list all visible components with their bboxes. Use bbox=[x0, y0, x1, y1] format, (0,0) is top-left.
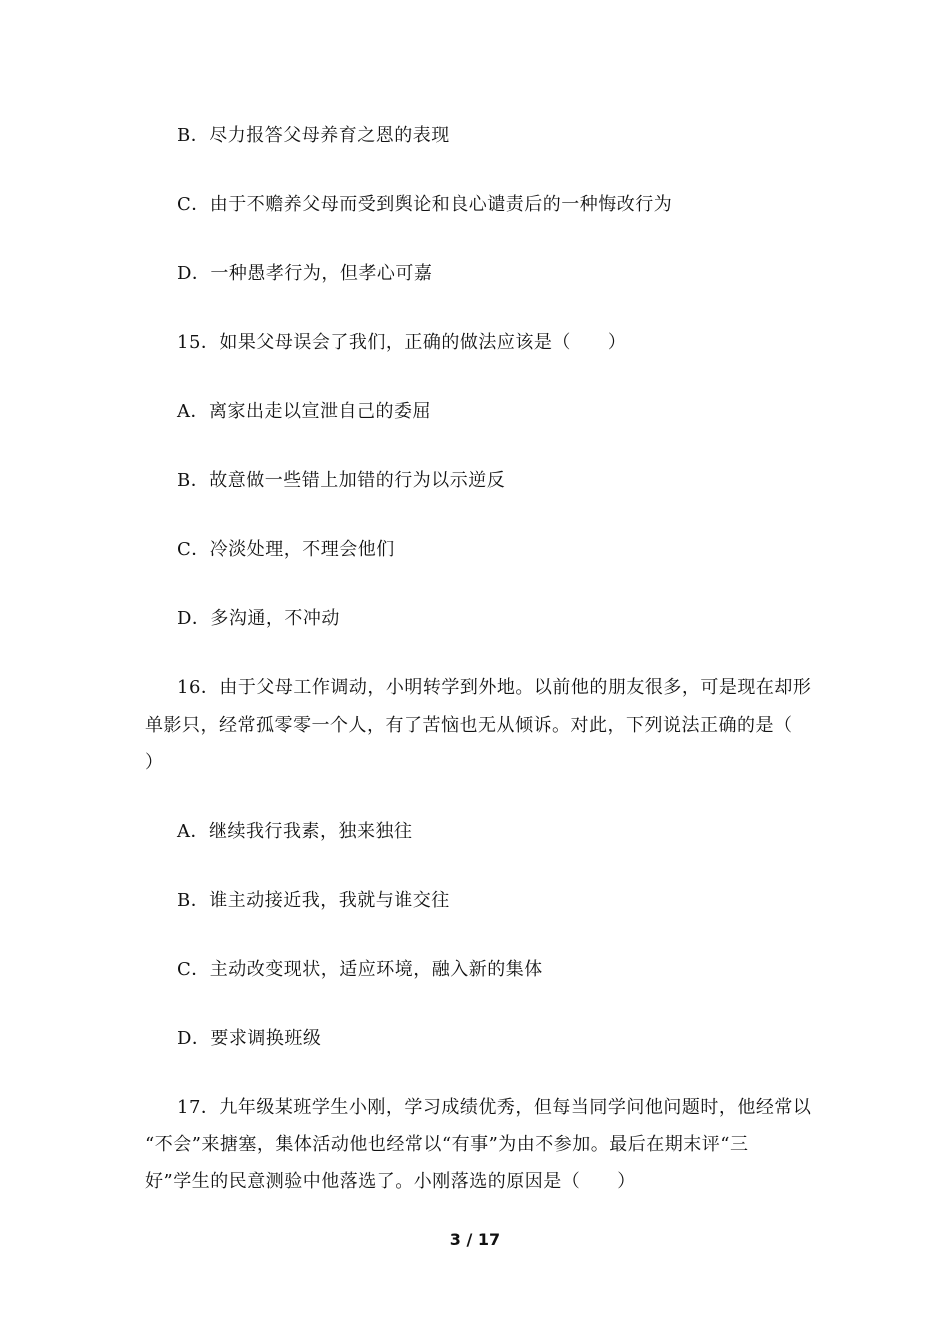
q14-option-b: B．尽力报答父母养育之恩的表现 bbox=[177, 125, 450, 146]
q16-option-a: A．继续我行我素，独来独往 bbox=[177, 821, 413, 842]
q15-option-b: B．故意做一些错上加错的行为以示逆反 bbox=[177, 470, 506, 491]
q16-option-b: B．谁主动接近我，我就与谁交往 bbox=[177, 890, 450, 911]
q15-option-d: D．多沟通，不冲动 bbox=[177, 608, 340, 629]
q15-stem: 15．如果父母误会了我们，正确的做法应该是（ ） bbox=[177, 332, 627, 353]
q17-stem-line-3: 好”学生的民意测验中他落选了。小刚落选的原因是（ ） bbox=[145, 1171, 636, 1192]
q16-stem-line-2: 单影只，经常孤零零一个人，有了苦恼也无从倾诉。对此，下列说法正确的是（ bbox=[145, 715, 793, 736]
q15-option-c: C．冷淡处理，不理会他们 bbox=[177, 539, 395, 560]
q16-stem-line-3: ） bbox=[145, 752, 164, 773]
q16-option-c: C．主动改变现状，适应环境，融入新的集体 bbox=[177, 959, 543, 980]
q17-stem-line-2: “不会”来搪塞，集体活动他也经常以“有事”为由不参加。最后在期末评“三 bbox=[145, 1134, 749, 1155]
q16-option-d: D．要求调换班级 bbox=[177, 1028, 322, 1049]
q15-option-a: A．离家出走以宣泄自己的委屈 bbox=[177, 401, 431, 422]
q14-option-c: C．由于不赡养父母而受到舆论和良心谴责后的一种悔改行为 bbox=[177, 194, 673, 215]
q16-stem-line-1: 16．由于父母工作调动，小明转学到外地。以前他的朋友很多，可是现在却形 bbox=[177, 677, 812, 698]
q14-option-d: D．一种愚孝行为，但孝心可嘉 bbox=[177, 263, 433, 284]
page-number: 3 / 17 bbox=[449, 1230, 501, 1249]
q17-stem-line-1: 17．九年级某班学生小刚，学习成绩优秀，但每当同学问他问题时，他经常以 bbox=[177, 1097, 812, 1118]
